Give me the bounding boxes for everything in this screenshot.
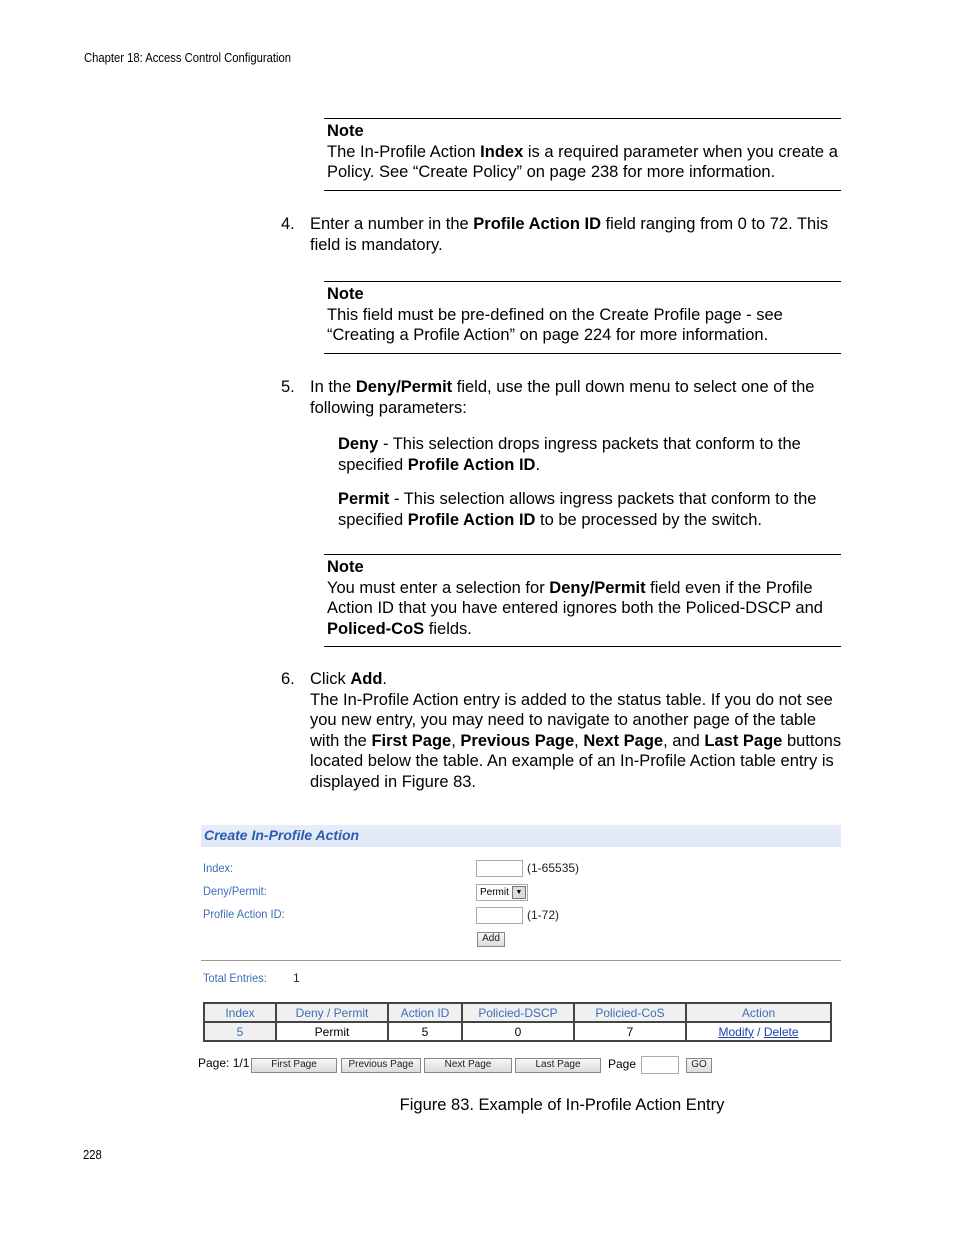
column-header: Policied-CoS (574, 1003, 686, 1022)
note-label: Note (327, 558, 364, 576)
total-entries-value: 1 (293, 971, 300, 985)
bold-term: Add (350, 670, 383, 688)
text-run: to be processed by the switch. (535, 510, 762, 529)
index-label: Index: (203, 861, 234, 875)
chevron-down-icon[interactable]: ▼ (512, 886, 526, 899)
form-title: Create In-Profile Action (204, 827, 360, 843)
deny-description (338, 434, 838, 475)
step-6-text (310, 669, 842, 792)
table-row (204, 1022, 831, 1041)
in-profile-action-table (203, 1002, 832, 1042)
bold-term: Profile Action ID (407, 510, 536, 529)
cell-index: 5 (204, 1022, 276, 1041)
form-title-bar (201, 825, 841, 847)
column-header: Deny / Permit (276, 1003, 388, 1022)
deny-permit-select[interactable] (476, 884, 528, 901)
profile-action-id-range: (1-72) (527, 908, 560, 922)
text-run: field even if the Profile Action ID that you have entered ignores both the Policed-DSCP and (327, 578, 823, 617)
note-text (327, 305, 841, 346)
running-header: Chapter 18: Access Control Configuration (84, 51, 291, 65)
separator: / (757, 1024, 761, 1039)
text-run: The In-Profile Action entry is added to the status table. If you do not see you new entry, you may need to navigate to another page of the table with the (310, 690, 833, 750)
bold-term: First Page (371, 731, 452, 750)
text-run: The In-Profile Action (327, 142, 481, 161)
page-input[interactable] (641, 1056, 679, 1074)
bold-term: Next Page (583, 731, 664, 750)
text-run: Enter a number in the (310, 215, 474, 233)
deny-permit-value: Permit (480, 887, 509, 898)
bold-term: Deny/Permit (355, 378, 453, 396)
text-run: field, use the pull down menu to select one of the following parameters: (310, 378, 815, 417)
text-run: field ranging from 0 to 72. This field is mandatory. (310, 215, 829, 254)
bold-term: Deny/Permit (549, 578, 646, 597)
text-run: , (574, 731, 584, 750)
page-number: 228 (83, 1148, 102, 1162)
text-run: This field must be pre-defined on the Create Profile page - see “Creating a Profile Action” on page 224 for more information. (327, 305, 783, 344)
last-page-button[interactable]: Last Page (515, 1058, 601, 1073)
total-entries-label: Total Entries: (203, 971, 267, 985)
table-header-row (204, 1003, 831, 1022)
deny-permit-label: Deny/Permit: (203, 884, 267, 898)
column-header: Action ID (388, 1003, 462, 1022)
note-text (327, 142, 841, 183)
cell-action-id: 5 (388, 1022, 462, 1041)
first-page-button[interactable]: First Page (251, 1058, 337, 1073)
bold-term: Previous Page (460, 731, 575, 750)
bold-term: Deny (338, 435, 379, 453)
bold-term: Profile Action ID (407, 455, 536, 474)
previous-page-button[interactable]: Previous Page (341, 1058, 421, 1073)
divider (201, 960, 841, 961)
note-deny-permit (324, 554, 841, 647)
note-profile-action (324, 281, 841, 354)
profile-action-id-input[interactable] (476, 907, 523, 924)
index-range: (1-65535) (527, 861, 580, 875)
profile-action-id-label: Profile Action ID: (203, 907, 285, 921)
step-number: 5. (281, 378, 295, 396)
index-input[interactable] (476, 860, 523, 877)
bold-term: Index (480, 142, 524, 161)
bold-term: Last Page (704, 731, 783, 750)
text-run: buttons located below the table. An example of an In-Profile Action table entry is displayed in Figure 83. (310, 731, 842, 791)
delete-link[interactable]: Delete (763, 1024, 799, 1039)
cell-deny-permit: Permit (276, 1022, 388, 1041)
next-page-button[interactable]: Next Page (424, 1058, 512, 1073)
column-header: Index (204, 1003, 276, 1022)
text-run: , and (663, 731, 705, 750)
text-run: - This selection allows ingress packets that conform to the specified (338, 490, 817, 529)
bold-term: Policed-CoS (327, 619, 425, 638)
text-run: Click (310, 670, 351, 688)
bold-term: Permit (338, 490, 390, 508)
text-run: fields. (424, 619, 472, 638)
note-index (324, 118, 841, 191)
text-run: In the (310, 378, 356, 396)
figure-caption: Figure 83. Example of In-Profile Action Entry (399, 1096, 725, 1114)
cell-action (686, 1022, 831, 1041)
text-run: - This selection drops ingress packets that conform to the specified (338, 435, 801, 474)
step-number: 6. (281, 670, 295, 688)
cell-dscp: 0 (462, 1022, 574, 1041)
step-number: 4. (281, 215, 295, 233)
cell-cos: 7 (574, 1022, 686, 1041)
permit-description (338, 489, 838, 530)
step-5-text (310, 377, 840, 418)
note-label: Note (327, 285, 364, 303)
text-run: . (535, 455, 541, 474)
note-label: Note (327, 122, 364, 140)
text-run: , (451, 731, 461, 750)
page-label: Page (608, 1057, 637, 1071)
page-indicator: Page: 1/1 (198, 1056, 250, 1070)
go-button[interactable]: GO (686, 1058, 712, 1073)
bold-term: Profile Action ID (473, 215, 601, 233)
text-run: . (382, 670, 388, 688)
column-header: Policied-DSCP (462, 1003, 574, 1022)
text-run: is a required parameter when you create a Policy. See “Create Policy” on page 238 for more information. (327, 142, 838, 181)
add-button[interactable]: Add (477, 932, 505, 947)
step-4-text (310, 214, 840, 255)
note-text (327, 578, 841, 640)
column-header: Action (686, 1003, 831, 1022)
text-run: You must enter a selection for (327, 578, 550, 597)
modify-link[interactable]: Modify (718, 1024, 754, 1039)
